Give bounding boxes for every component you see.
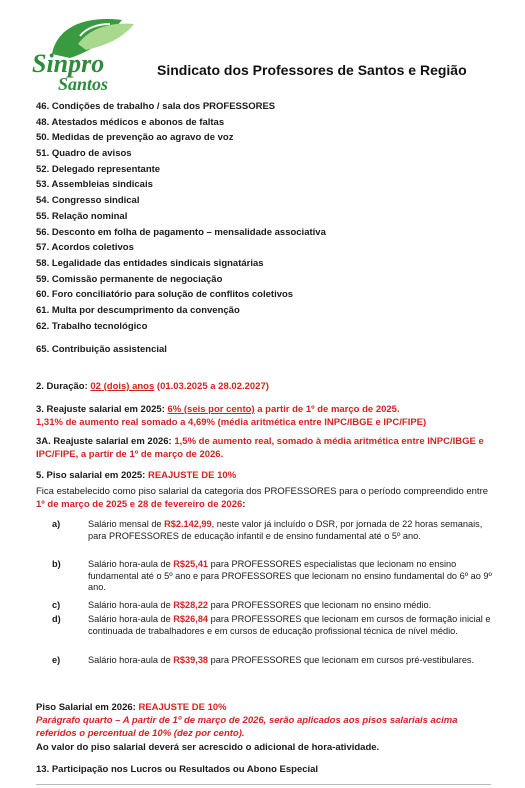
- list-item: 50. Medidas de prevenção ao agravo de voz: [36, 132, 234, 144]
- piso-2026-heading: [36, 702, 491, 715]
- reajuste-2026-section: [36, 436, 491, 461]
- piso-item-a: [52, 519, 492, 542]
- piso-item-c: [52, 600, 492, 612]
- piso-2025-label: 5. Piso salarial em 2025:: [36, 470, 146, 481]
- piso-2025-heading: [36, 470, 491, 483]
- item-value: R$28,22: [173, 600, 209, 610]
- list-item: 57. Acordos coletivos: [36, 242, 134, 254]
- list-item: 58. Legalidade das entidades sindicais signatárias: [36, 257, 264, 269]
- list-item: 62. Trabalho tecnológico: [36, 320, 148, 332]
- duracao-period: (01.03.2025 a 28.02.2027): [156, 381, 269, 392]
- list-item: 48. Atestados médicos e abonos de faltas: [36, 116, 225, 128]
- item-post: , neste valor já incluído o DSR, por jornada de 22 horas semanais, para PROFESSORES de educação infantil e de ensino fundamental até o 5º ano.: [88, 519, 483, 541]
- item-value: R$39,38: [173, 655, 209, 665]
- item-pre: Salário hora-aula de: [88, 600, 174, 610]
- duracao-highlight: 02 (dois) anos: [90, 381, 155, 392]
- piso-item-d: [52, 614, 492, 637]
- list-item: 55. Relação nominal: [36, 210, 128, 222]
- list-item: 61. Multa por descumprimento da convenção: [36, 304, 240, 316]
- logo-text-santos: Santos: [58, 74, 109, 94]
- item-value: R$2.142,99: [164, 519, 212, 529]
- reajuste-2026-text: 1,5% de aumento real, somado à média aritmética entre INPC/IBGE e IPC/FIPE, a partir de 1º de março de 2026.: [36, 436, 484, 460]
- item-pre: Salário mensal de: [88, 519, 165, 529]
- list-item: 56. Desconto em folha de pagamento – mensalidade associativa: [36, 226, 326, 238]
- item-pre: Salário hora-aula de: [88, 559, 174, 569]
- duracao-section: [36, 381, 491, 394]
- piso-2026-label: Piso Salarial em 2026:: [36, 702, 136, 713]
- reajuste-2025-rest: a partir de 1º de março de 2025.: [257, 404, 400, 415]
- piso-2026-highlight: REAJUSTE DE 10%: [138, 702, 227, 713]
- clause-list: [36, 99, 496, 334]
- item-value: R$26,84: [173, 614, 209, 624]
- bottom-divider: [36, 784, 491, 785]
- reajuste-2026-label: 3A. Reajuste salarial em 2026:: [36, 436, 172, 447]
- list-item: 52. Delegado representante: [36, 163, 161, 175]
- reajuste-2025-section: [36, 404, 491, 429]
- piso-2026-paragrafo: Parágrafo quarto – A partir de 1º de março de 2026, serão aplicados aos pisos salariais acima referidos o percentual de 10% (dez por cento).: [36, 715, 458, 739]
- item-post: para PROFESSORES que lecionam em cursos de formação inicial e continuada de trabalhadores e em cursos de educação profissional técnica de nível médio.: [88, 614, 491, 636]
- item-post: para PROFESSORES que lecionam no ensino médio.: [208, 600, 432, 610]
- item-key: c): [52, 600, 61, 610]
- duracao-label: 2. Duração:: [36, 381, 88, 392]
- list-item: 51. Quadro de avisos: [36, 148, 132, 160]
- list-item: 60. Foro conciliatório para solução de conflitos coletivos: [36, 289, 294, 301]
- reajuste-2025-label: 3. Reajuste salarial em 2025:: [36, 404, 165, 415]
- clause-65: 65. Contribuição assistencial: [36, 344, 167, 355]
- clause-13: 13. Participação nos Lucros ou Resultados ou Abono Especial: [36, 764, 319, 775]
- list-item: 53. Assembleias sindicais: [36, 179, 153, 191]
- organization-name: Sindicato dos Professores de Santos e Região: [157, 62, 467, 78]
- sinpro-logo: [30, 14, 140, 94]
- item-post: para PROFESSORES especialistas que lecionam no ensino fundamental até o 5º ano e para PROFESSORES que lecionam no ensino fundamental do 6º ao 9º ano.: [88, 559, 492, 593]
- reajuste-2025-line2: 1,31% de aumento real somado a 4,69% (média aritmética entre INPC/IBGE e IPC/FIPE): [36, 416, 427, 428]
- item-pre: Salário hora-aula de: [88, 614, 174, 624]
- list-item: 46. Condições de trabalho / sala dos PROFESSORES: [36, 101, 276, 112]
- item-post: para PROFESSORES que lecionam em cursos pré-vestibulares.: [208, 655, 475, 665]
- piso-2025-intro-c: :: [242, 498, 246, 510]
- piso-item-b: [52, 559, 492, 594]
- piso-2025-intro-a: Fica estabelecido como piso salarial da categoria dos PROFESSORES para o período compreendido entre: [36, 486, 489, 497]
- piso-item-e: [52, 655, 492, 667]
- piso-2025-intro-b: 1º de março de 2025 e 28 de fevereiro de 2026: [36, 498, 243, 510]
- list-item: 54. Congresso sindical: [36, 195, 140, 207]
- item-key: a): [52, 519, 61, 529]
- piso-2025-intro: [36, 486, 491, 511]
- item-key: e): [52, 655, 61, 665]
- logo-leaf-icon: [30, 14, 140, 94]
- item-key: b): [52, 559, 61, 569]
- item-value: R$25,41: [173, 559, 209, 569]
- list-item: 59. Comissão permanente de negociação: [36, 273, 223, 285]
- piso-2026-note: Ao valor do piso salarial deverá ser acrescido o adicional de hora-atividade.: [36, 742, 380, 753]
- item-key: d): [52, 614, 61, 624]
- piso-2025-highlight: REAJUSTE DE 10%: [147, 470, 237, 481]
- logo-text-sinpro: Sinpro: [32, 49, 105, 78]
- item-pre: Salário hora-aula de: [88, 655, 174, 665]
- reajuste-2025-highlight: 6% (seis por cento): [167, 404, 255, 415]
